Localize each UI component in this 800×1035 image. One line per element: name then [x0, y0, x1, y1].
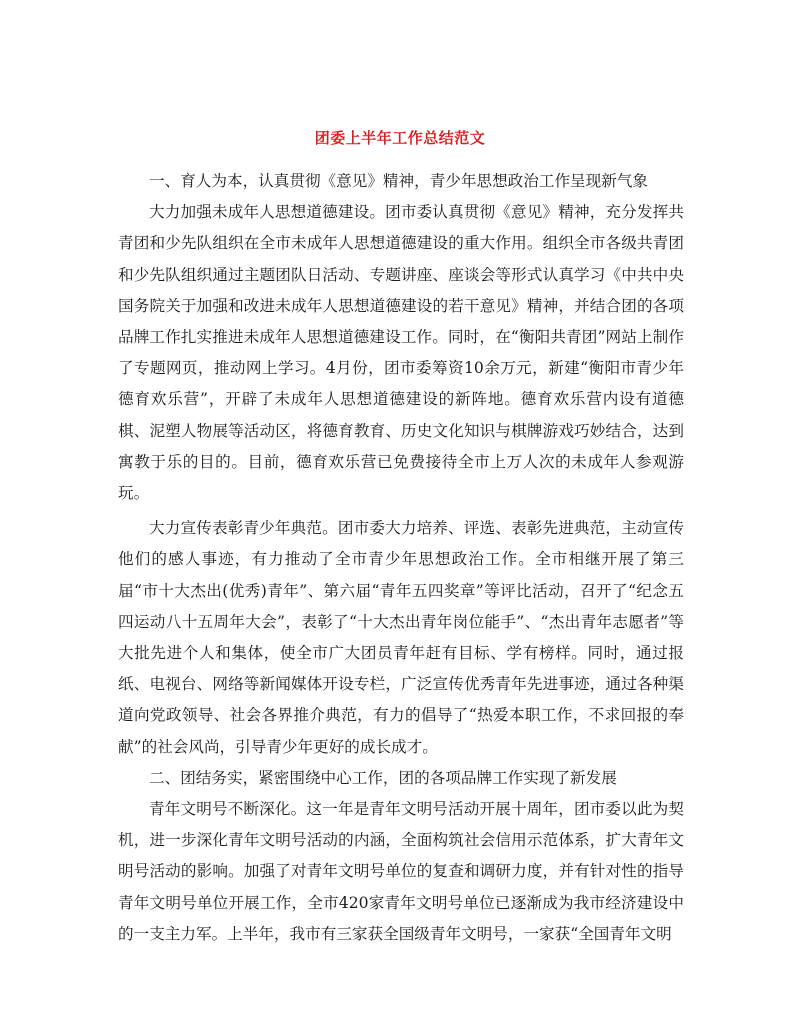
paragraph-2: 大力宣传表彰青少年典范。团市委大力培养、评选、表彰先进典范，主动宣传他们的感人事迹，有力推动了全市青少年思想政治工作。全市相继开展了第三届“市十大杰出(优秀)青年”、第六届“青年五四奖章”等评比活动，召开了“纪念五四运动八十五周年大会”，表彰了“十大杰出青年岗位能手”、“杰出青年志愿者”等大批先进个人和集体，使全市广大团员青年赶有目标、学有榜样。同时，通过报纸、电视台、网络等新闻媒体开设专栏，广泛宣传优秀青年先进事迹，通过各种渠道向党政领导、社会各界推介典范，有力的倡导了“热爱本职工作，不求回报的奉献”的社会风尚，引导青少年更好的成长成才。 [118, 519, 684, 756]
paragraph-1: 大力加强未成年人思想道德建设。团市委认真贯彻《意见》精神，充分发挥共青团和少先队组织在全市未成年人思想道德建设的重大作用。组织全市各级共青团和少先队组织通过主题团队日活动、专题讲座、座谈会等形式认真学习《中共中央国务院关于加强和改进未成年人思想道德建设的若干意见》精神，并结合团的各项品牌工作扎实推进未成年人思想道德建设工作。同时，在“衡阳共青团”网站上制作了专题网页，推动网上学习。4月份，团市委筹资10余万元，新建“衡阳市青少年德育欢乐营”，开辟了未成年人思想道德建设的新阵地。德育欢乐营内设有道德棋、泥塑人物展等活动区，将德育教育、历史文化知识与棋牌游戏巧妙结合，达到寓教于乐的目的。目前，德育欢乐营已免费接待全市上万人次的未成年人参观游玩。 [118, 203, 684, 503]
paragraph-3: 青年文明号不断深化。这一年是青年文明号活动开展十周年，团市委以此为契机，进一步深化青年文明号活动的内涵，全面构筑社会信用示范体系，扩大青年文明号活动的影响。加强了对青年文明号单位的复查和调研力度，并有针对性的指导青年文明号单位开展工作，全市420家青年文明号单位已逐渐成为我市经济建设中的一支主力军。上半年，我市有三家获全国级青年文明号，一家获“全国青年文明 [118, 800, 684, 943]
section-heading-2: 二、团结务实，紧密围绕中心工作，团的各项品牌工作实现了新发展 [149, 768, 617, 787]
section-heading-1: 一、育人为本，认真贯彻《意见》精神，青少年思想政治工作呈现新气象 [149, 172, 649, 190]
document-body [118, 166, 684, 950]
document-title: 团委上半年工作总结范文 [314, 129, 486, 147]
